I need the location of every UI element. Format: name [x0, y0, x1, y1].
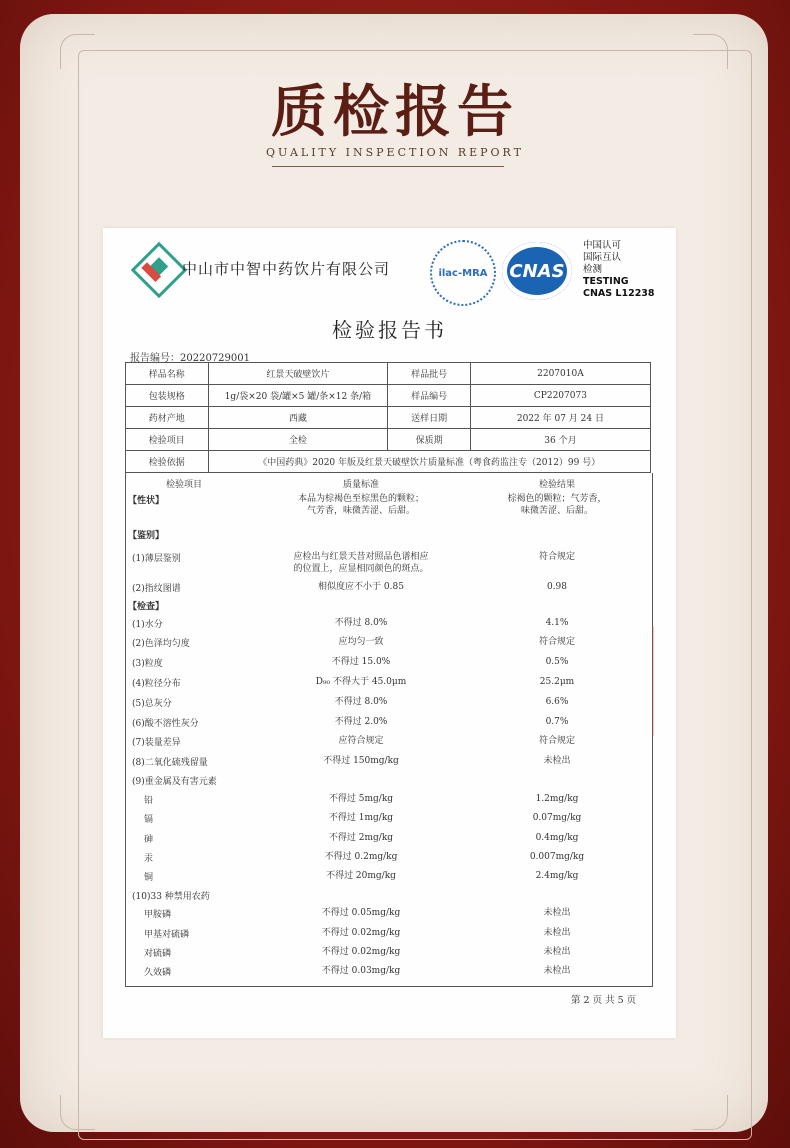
cnas-logo-icon: CNAS — [502, 242, 572, 300]
quality-standard: 不得过 0.03mg/kg — [321, 966, 401, 976]
document-title: 检验报告书 — [332, 318, 447, 342]
test-result: 符合规定 — [538, 637, 575, 647]
test-item: 久效磷 — [144, 968, 172, 978]
test-result: 未检出 — [543, 966, 571, 976]
test-item: 甲胺磷 — [144, 910, 172, 920]
test-item: (7)装量差异 — [132, 738, 181, 748]
test-item: (8)二氧化硫残留量 — [132, 758, 208, 768]
ilac-mra-logo-icon: ilac-MRA — [430, 240, 496, 306]
test-result: 0.5% — [545, 657, 569, 667]
quality-standard: 不得过 0.2mg/kg — [324, 852, 398, 862]
test-item: (6)酸不溶性灰分 — [132, 719, 199, 729]
test-item: 铜 — [144, 873, 154, 883]
report-number: 报告编号：20220729001 — [130, 353, 250, 364]
quality-standard: 应检出与红景天昔对照品色谱相应 的位置上，应显相同颜色的斑点。 — [293, 552, 429, 574]
test-result: 0.07mg/kg — [532, 813, 582, 823]
test-item: 汞 — [144, 854, 154, 864]
test-result: 0.4mg/kg — [535, 833, 579, 843]
corner-ornament — [60, 1095, 95, 1130]
test-item: 【性状】 — [128, 496, 165, 506]
test-result: 25.2μm — [539, 677, 575, 687]
test-item: (3)粒度 — [132, 659, 163, 669]
test-result: 符合规定 — [538, 552, 575, 562]
test-result: 棕褐色的颗粒；气芳香， 味微苦涩、后甜。 — [507, 494, 607, 516]
test-result: 0.98 — [546, 582, 568, 592]
quality-standard: 相似度应不小于 0.85 — [318, 582, 404, 592]
test-result: 0.7% — [545, 717, 569, 727]
test-item: 砷 — [144, 835, 154, 845]
test-result: 未检出 — [543, 908, 571, 918]
page-title: 质检报告 — [271, 79, 519, 145]
quality-standard: 不得过 8.0% — [334, 618, 388, 628]
quality-standard: 应均匀一致 — [338, 637, 384, 647]
company-name: 中山市中智中药饮片有限公司 — [182, 260, 391, 278]
corner-ornament — [693, 1095, 728, 1130]
quality-standard: 不得过 5mg/kg — [328, 794, 394, 804]
corner-ornament — [60, 34, 95, 69]
test-item: (5)总灰分 — [132, 699, 172, 709]
test-result: 未检出 — [543, 947, 571, 957]
quality-standard: 不得过 15.0% — [331, 657, 391, 667]
test-results-table: 检验项目 质量标准 检验结果 【性状】 本品为棕褐色至棕黑色的颗粒； 气芳香，味微苦涩、后甜。 棕褐色的颗粒；气芳香， 味微苦涩、后甜。 【鉴别】 (1)薄层鉴别 应检出与红景天昔对照品色谱相应 的位置上，应显相同颜色的斑点。 符合规定 (2)指纹图谱 相似度应不小于 0.85 0.98 【检查】 (1)水分 不得过 8.0% 4.1% (2)色泽均匀度 应均匀一致 符合规定 (3)粒度 不得过 15.0% 0.5% (4)粒径分布 D₉₀ 不得大于 45.0μm 25.2μm (5)总灰分 不得过 8.0% 6.6% (6)酸不溶性灰分 不得过 2.0% 0.7% (7)装量差异 应符合规定 符合规定 (8)二氧化硫残留量 不得过 150mg/kg 未检出 (9)重金属及有害元素 铅 不得过 5mg/kg 1.2mg/kg 镉 不得过 1mg/kg 0.07mg/kg 砷 不得过 2mg/kg 0.4mg/kg 汞 不得过 0.2mg/kg 0.007mg/kg 铜 不得过 20mg/kg 2.4mg/kg (10)33 种禁用农药 甲胺磷 不得过 0.05mg/kg 未检出 甲基对硫磷 不得过 0.02mg/kg 未检出 对硫磷 不得过 0.02mg/kg 未检出 久效磷 不得过 0.03mg/kg 未检出 — [125, 473, 653, 987]
quality-standard: 不得过 150mg/kg — [323, 756, 399, 766]
quality-standard: 不得过 0.02mg/kg — [321, 947, 401, 957]
test-item: 镉 — [144, 815, 154, 825]
quality-standard: 本品为棕褐色至棕黑色的颗粒； 气芳香，味微苦涩、后甜。 — [297, 494, 424, 516]
test-result: 符合规定 — [538, 736, 575, 746]
test-result: 0.007mg/kg — [529, 852, 585, 862]
company-logo-icon — [131, 242, 188, 299]
quality-standard: 不得过 2mg/kg — [328, 833, 394, 843]
quality-standard: 不得过 2.0% — [334, 717, 388, 727]
test-item: (2)指纹图谱 — [132, 584, 181, 594]
test-item: 对硫磷 — [144, 949, 172, 959]
test-result: 2.4mg/kg — [535, 871, 579, 881]
page-subtitle: QUALITY INSPECTION REPORT — [266, 146, 524, 159]
test-result: 未检出 — [543, 756, 571, 766]
test-item: 铅 — [144, 796, 154, 806]
test-result: 1.2mg/kg — [535, 794, 579, 804]
quality-standard: 不得过 0.02mg/kg — [321, 928, 401, 938]
quality-standard: D₉₀ 不得大于 45.0μm — [315, 677, 407, 687]
test-item: (1)水分 — [132, 620, 163, 630]
inspection-report-document — [103, 228, 676, 1038]
quality-standard: 不得过 0.05mg/kg — [321, 908, 401, 918]
seal-stamp — [652, 626, 672, 736]
sample-info-table: 样品名称 红景天破壁饮片 样品批号 2207010A 包装规格 1g/袋×20 袋/罐×5 罐/条×12 条/箱 样品编号 CP2207073 药材产地 西藏 送样日期 2022 年 07 月 24 日 检验项目 全检 保质期 36 个月 检验依据 《中国药典》2020 年版及红景天破壁饮片质量标准（粤食药监注专（2012）99 号） — [125, 362, 651, 473]
test-item: (1)薄层鉴别 — [132, 554, 181, 564]
test-item: 【鉴别】 — [128, 531, 165, 541]
test-item: (9)重金属及有害元素 — [132, 777, 217, 787]
quality-standard: 不得过 8.0% — [334, 697, 388, 707]
quality-standard: 不得过 20mg/kg — [326, 871, 396, 881]
cnas-accreditation-text: 中国认可 国际互认 检测 TESTING CNAS L12238 — [583, 240, 655, 299]
corner-ornament — [693, 34, 728, 69]
quality-standard: 不得过 1mg/kg — [328, 813, 394, 823]
test-item: 【检查】 — [128, 602, 165, 612]
test-item: (4)粒径分布 — [132, 679, 181, 689]
subtitle-underline — [272, 166, 504, 167]
test-result: 未检出 — [543, 928, 571, 938]
quality-standard: 应符合规定 — [338, 736, 384, 746]
test-result: 4.1% — [545, 618, 569, 628]
test-result: 6.6% — [545, 697, 569, 707]
test-item: (10)33 种禁用农药 — [132, 892, 210, 902]
test-item: 甲基对硫磷 — [144, 930, 190, 940]
page-number: 第 2 页 共 5 页 — [571, 995, 637, 1006]
test-item: (2)色泽均匀度 — [132, 639, 190, 649]
